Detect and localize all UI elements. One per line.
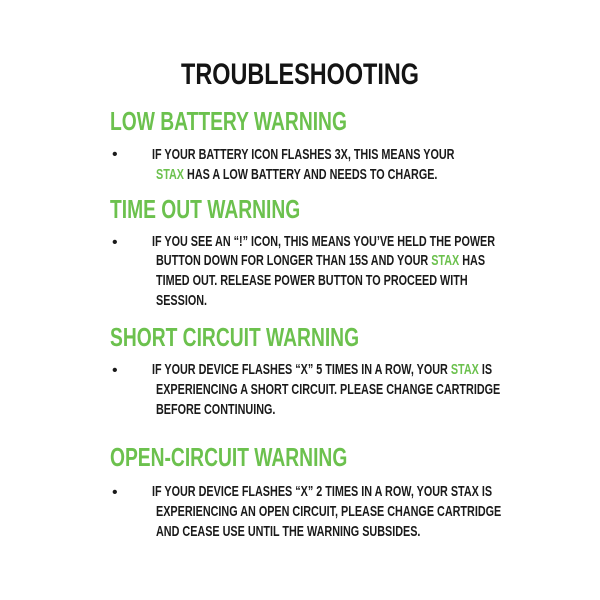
low-battery-line-1: IF YOUR BATTERY ICON FLASHES 3X, THIS MEANS YOUR (152, 146, 455, 163)
low-battery-heading: LOW BATTERY WARNING (110, 106, 347, 136)
short-circuit-line-1 (152, 361, 492, 379)
time-out-line-2-before: BUTTON DOWN FOR LONGER THAN 15S AND YOUR (156, 252, 432, 269)
low-battery-bullet: • (112, 146, 118, 163)
short-circuit-line-3: BEFORE CONTINUING. (156, 401, 276, 418)
time-out-bullet: • (112, 234, 118, 251)
stax-brand-text: STAX (431, 252, 460, 269)
stax-brand-text: STAX (450, 361, 479, 378)
time-out-line-1: IF YOU SEE AN “!” ICON, THIS MEANS YOU’VE HELD THE POWER (152, 233, 496, 250)
time-out-heading: TIME OUT WARNING (110, 194, 301, 224)
low-battery-line-2 (156, 166, 437, 184)
time-out-line-4: SESSION. (156, 292, 208, 309)
open-circuit-heading: OPEN-CIRCUIT WARNING (110, 442, 348, 472)
time-out-line-2 (156, 252, 485, 270)
open-circuit-line-1: IF YOUR DEVICE FLASHES “X” 2 TIMES IN A ROW, YOUR STAX IS (152, 483, 493, 500)
short-circuit-line-2: EXPERIENCING A SHORT CIRCUIT. PLEASE CHANGE CARTRIDGE (156, 381, 501, 398)
short-circuit-heading: SHORT CIRCUIT WARNING (110, 322, 360, 352)
time-out-line-3: TIMED OUT. RELEASE POWER BUTTON TO PROCEED WITH (156, 272, 468, 289)
short-circuit-line-1-before: IF YOUR DEVICE FLASHES “X” 5 TIMES IN A ROW, YOUR (152, 361, 451, 378)
open-circuit-line-3: AND CEASE USE UNTIL THE WARNING SUBSIDES. (156, 523, 421, 540)
short-circuit-line-1-after: IS (478, 361, 493, 378)
time-out-line-2-after: HAS (459, 252, 486, 269)
short-circuit-bullet: • (112, 362, 118, 379)
page-title: TROUBLESHOOTING (181, 58, 419, 91)
stax-brand-text: STAX (156, 166, 185, 183)
open-circuit-line-2: EXPERIENCING AN OPEN CIRCUIT, PLEASE CHANGE CARTRIDGE (156, 503, 502, 520)
open-circuit-bullet: • (112, 484, 118, 501)
low-battery-line-2-text: HAS A LOW BATTERY AND NEEDS TO CHARGE. (184, 166, 438, 183)
